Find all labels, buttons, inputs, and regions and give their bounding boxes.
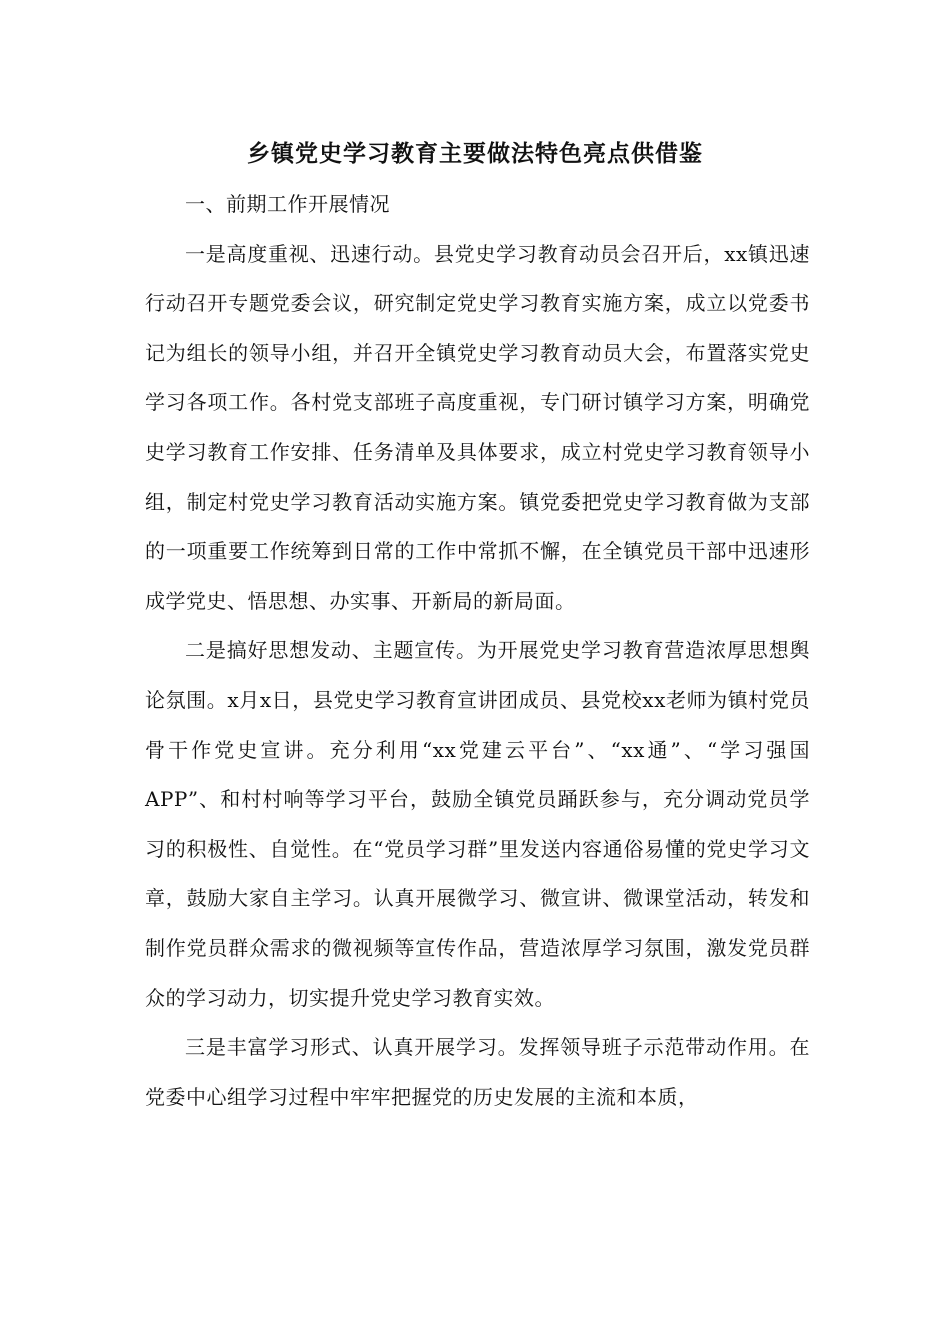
section-heading-1: 一、前期工作开展情况: [185, 192, 390, 216]
paragraph-3: 三是丰富学习形式、认真开展学习。发挥领导班子示范带动作用。在党委中心组学习过程中牢牢把握党的历史发展的主流和本质，: [145, 1035, 810, 1109]
paragraph-2: 二是搞好思想发动、主题宣传。为开展党史学习教育营造浓厚思想舆论氛围。x月x日，县党史学习教育宣讲团成员、县党校xx老师为镇村党员骨干作党史宣讲。充分利用“xx党建云平台”、“xx通”、“学习强国APP”、和村村响等学习平台，鼓励全镇党员踊跃参与，充分调动党员学习的积极性、自觉性。在“党员学习群”里发送内容通俗易懂的党史学习文章，鼓励大家自主学习。认真开展微学习、微宣讲、微课堂活动，转发和制作党员群众需求的微视频等宣传作品，营造浓厚学习氛围，激发党员群众的学习动力，切实提升党史学习教育实效。: [145, 638, 810, 1010]
paragraph-1: 一是高度重视、迅速行动。县党史学习教育动员会召开后，xx镇迅速行动召开专题党委会议，研究制定党史学习教育实施方案，成立以党委书记为组长的领导小组，并召开全镇党史学习教育动员大会，布置落实党史学习各项工作。各村党支部班子高度重视，专门研讨镇学习方案，明确党史学习教育工作安排、任务清单及具体要求，成立村党史学习教育领导小组，制定村党史学习教育活动实施方案。镇党委把党史学习教育做为支部的一项重要工作统筹到日常的工作中常抓不懈，在全镇党员干部中迅速形成学党史、悟思想、办实事、开新局的新局面。: [145, 241, 810, 613]
document-body: [145, 180, 810, 1122]
document-title: 乡镇党史学习教育主要做法特色亮点供借鉴: [247, 140, 703, 167]
